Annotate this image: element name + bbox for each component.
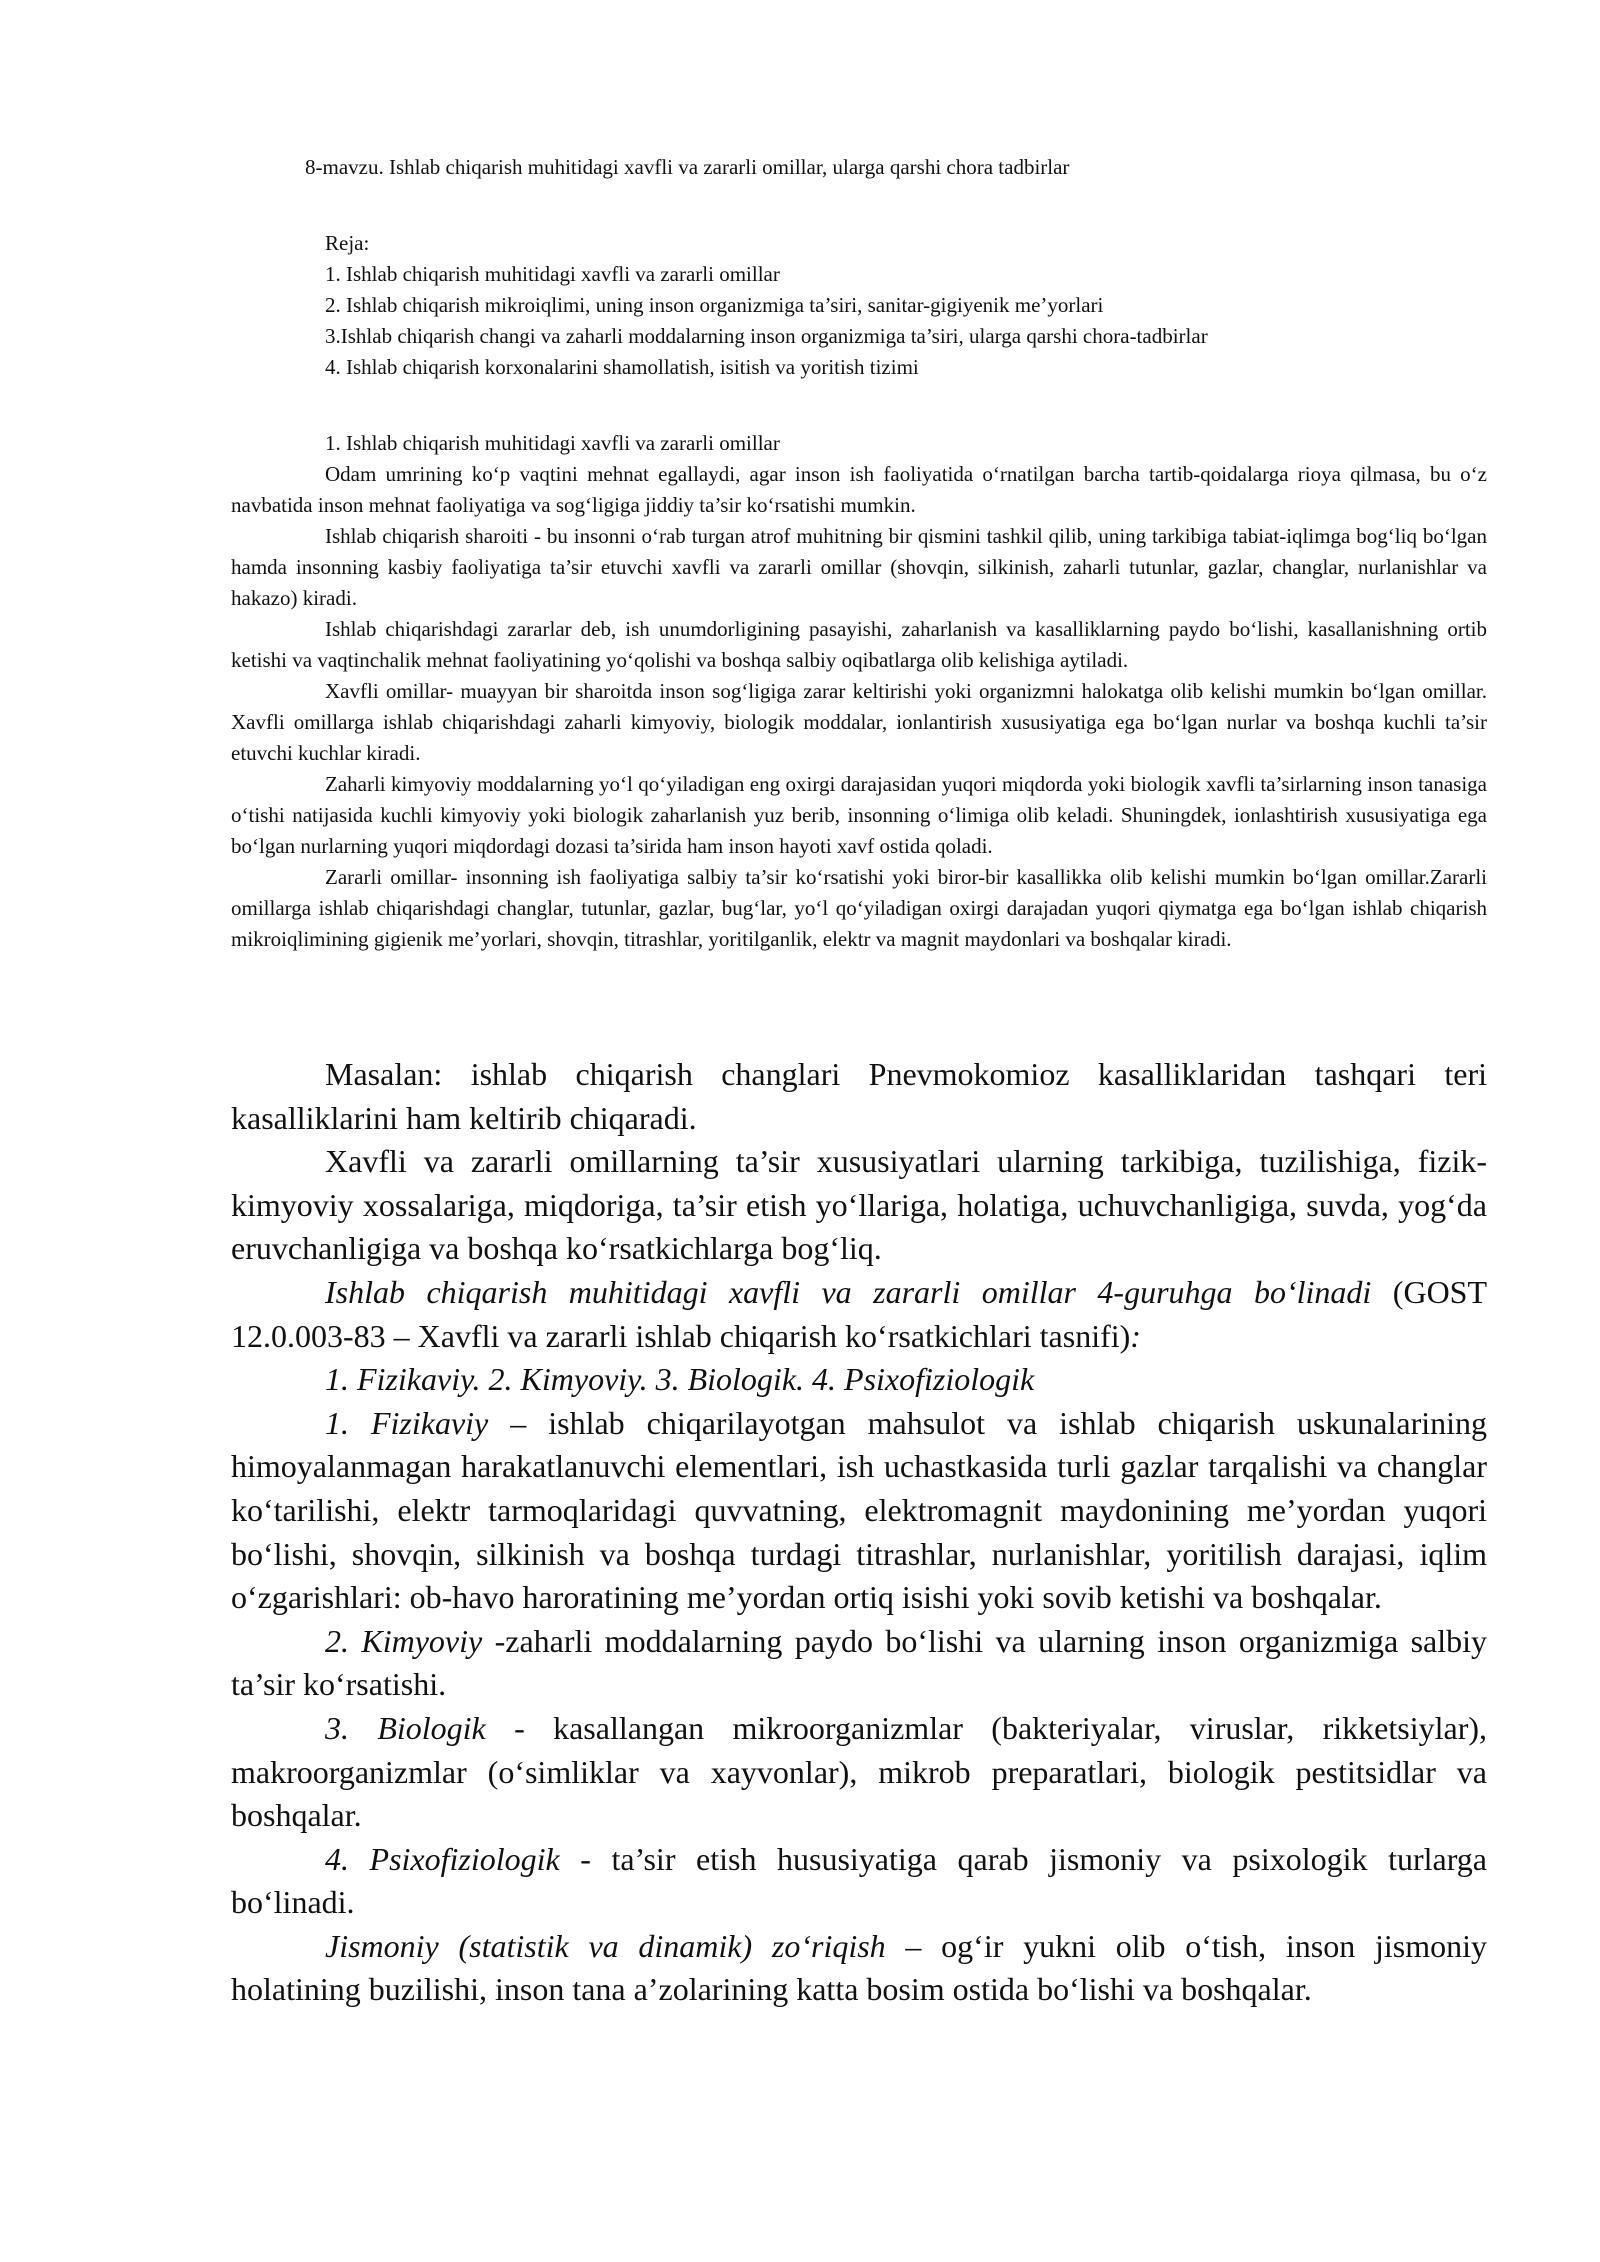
paragraph-physical-strain — [231, 1925, 1487, 2012]
paragraph: Xavfli omillar- muayyan bir sharoitda inson sog‘ligiga zarar keltirishi yoki organizmni halokatga olib kelishi mumkin bo‘lgan omillar. Xavfli omillarga ishlab chiqarishdagi zaharli kimyoviy, biologik moddalar, ionlantirish xususiyatiga ega bo‘lgan nurlar va boshqa kuchli ta’sir etuvchi kuchlar kiradi. — [231, 679, 1487, 765]
paragraph: Odam umrining ko‘p vaqtini mehnat egallaydi, agar inson ish faoliyatida o‘rnatilgan barcha tartib-qoidalarga rioya qilmasa, bu o‘z navbatida inson mehnat faoliyatiga va sog‘ligiga jiddiy ta’sir ko‘rsatishi mumkin. — [231, 462, 1487, 517]
term-physical: 1. Fizikaviy — [325, 1404, 489, 1441]
plan-section — [325, 228, 1208, 383]
term-biological: 3. Biologik — [325, 1709, 486, 1746]
paragraph-chemical — [231, 1620, 1487, 1707]
paragraph-biological — [231, 1707, 1487, 1838]
groups-list: 1. Fizikaviy. 2. Kimyoviy. 3. Biologik. 4. Psixofiziologik — [325, 1361, 1035, 1398]
paragraph: Ishlab chiqarish sharoiti - bu insonni o‘rab turgan atrof muhitning bir qismini tashkil qilib, uning tarkibiga tabiat-iqlimga bog‘liq bo‘lgan hamda insonning kasbiy faoliyatiga ta’sir etuvchi xavfli va zararli omillar (shovqin, silkinish, zaharli tutunlar, gazlar, changlar, nurlanishlar va hakazo) kiradi. — [231, 524, 1487, 610]
gost-reference: (GOST 12.0.003-83 – Xavfli va zararli ishlab chiqarish ko‘rsatkichlari tasnifi) — [231, 1273, 1488, 1354]
plan-item-4: 4. Ishlab chiqarish korxonalarini shamollatish, isitish va yoritish tizimi — [325, 355, 919, 379]
paragraph: Xavfli va zararli omillarning ta’sir xususiyatlari ularning tarkibiga, tuzilishiga, fizik-kimyoviy xossalariga, miqdoriga, ta’sir etish yo‘llariga, holatiga, uchuvchanligiga, suvda, yog‘da eruvchanligiga va boshqa ko‘rsatkichlarga bog‘liq. — [231, 1143, 1487, 1267]
term-psychophysiological: 4. Psixofiziologik — [325, 1840, 560, 1877]
paragraph: Ishlab chiqarishdagi zararlar deb, ish unumdorligining pasayishi, zaharlanish va kasalliklarning paydo bo‘lishi, kasallanishning ortib ketishi va vaqtinchalik mehnat faoliyatining yo‘qolishi va boshqa salbiy oqibatlarga olib kelishiga aytiladi. — [231, 617, 1487, 672]
term-chemical: 2. Kimyoviy — [325, 1622, 483, 1659]
page-title: 8-mavzu. Ishlab chiqarish muhitidagi xavfli va zararli omillar, ularga qarshi chora tadbirlar — [305, 155, 1070, 179]
paragraph: Zararli omillar- insonning ish faoliyatiga salbiy ta’sir ko‘rsatishi yoki biror-bir kasallikka olib kelishi mumkin bo‘lgan omillar.Zararli omillarga ishlab chiqarishdagi changlar, tutunlar, gazlar, bug‘lar, yo‘l qo‘yiladigan oxirgi darajadan yuqori qiymatga ega bo‘lgan ishlab chiqarish mikroiqlimining gigienik me’yorlari, shovqin, titrashlar, yoritilganlik, elektr va magnit maydonlari va boshqalar kiradi. — [231, 865, 1487, 951]
paragraph-classification — [231, 1271, 1487, 1358]
text-psychophysiological: - ta’sir etish hususiyatiga qarab jismoniy va psixologik turlarga bo‘linadi. — [231, 1840, 1488, 1921]
text-physical: – ishlab chiqarilayotgan mahsulot va ishlab chiqarish uskunalarining himoyalanmagan harakatlanuvchi elementlari, ish uchastkasida turli gazlar tarqalishi va changlar ko‘tarilishi, elektr tarmoqlaridagi quvvatning, elektromagnit maydonining me’yordan yuqori bo‘lishi, shovqin, silkinish va boshqa turdagi titrashlar, nurlanishlar, yoritilish darajasi, iqlim o‘zgarishlari: ob-havo haroratining me’yordan ortiq isishi yoki sovib ketishi va boshqalar. — [231, 1404, 1488, 1616]
section-1 — [231, 428, 1487, 955]
classification-colon: : — [1130, 1317, 1141, 1354]
paragraph-psychophysiological — [231, 1838, 1487, 1925]
paragraph-physical — [231, 1402, 1487, 1620]
section-1-heading: 1. Ishlab chiqarish muhitidagi xavfli va zararli omillar — [325, 431, 780, 455]
main-body — [231, 1053, 1487, 2012]
term-physical-strain: Jismoniy (statistik va dinamik) zo‘riqish — [325, 1927, 886, 1964]
classification-italic: Ishlab chiqarish muhitidagi xavfli va zararli omillar 4-guruhga bo‘linadi — [325, 1273, 1372, 1310]
plan-item-1: 1. Ishlab chiqarish muhitidagi xavfli va zararli omillar — [325, 262, 780, 286]
plan-heading: Reja: — [325, 231, 370, 255]
paragraph: Zaharli kimyoviy moddalarning yo‘l qo‘yiladigan eng oxirgi darajasidan yuqori miqdorda yoki biologik xavfli ta’sirlarning inson tanasiga o‘tishi natijasida kuchli kimyoviy yoki biologik zaharlanish yuz berib, insonning o‘limiga olib keladi. Shuningdek, ionlashtirish xususiyatiga ega bo‘lgan nurlarning yuqori miqdordagi dozasi ta’sirida ham inson hayoti xavf ostida qoladi. — [231, 772, 1487, 858]
paragraph-groups — [231, 1358, 1487, 1402]
text-physical-strain: – og‘ir yukni olib o‘tish, inson jismoniy holatining buzilishi, inson tana a’zolarining katta bosim ostida bo‘lishi va boshqalar. — [231, 1927, 1488, 2008]
text-biological: - kasallangan mikroorganizmlar (bakteriyalar, viruslar, rikketsiylar), makroorganizmlar (o‘simliklar va xayvonlar), mikrob preparatlari, biologik pestitsidlar va boshqalar. — [231, 1709, 1488, 1834]
text-chemical: -zaharli moddalarning paydo bo‘lishi va ularning inson organizmiga salbiy ta’sir ko‘rsatishi. — [231, 1622, 1487, 1703]
plan-item-2: 2. Ishlab chiqarish mikroiqlimi, uning inson organizmiga ta’siri, sanitar-gigiyenik me’yorlari — [325, 293, 1104, 317]
plan-item-3: 3.Ishlab chiqarish changi va zaharli moddalarning inson organizmiga ta’siri, ularga qarshi chora-tadbirlar — [325, 324, 1208, 348]
paragraph: Masalan: ishlab chiqarish changlari Pnevmokomioz kasalliklaridan tashqari teri kasalliklarini ham keltirib chiqaradi. — [231, 1056, 1487, 1136]
